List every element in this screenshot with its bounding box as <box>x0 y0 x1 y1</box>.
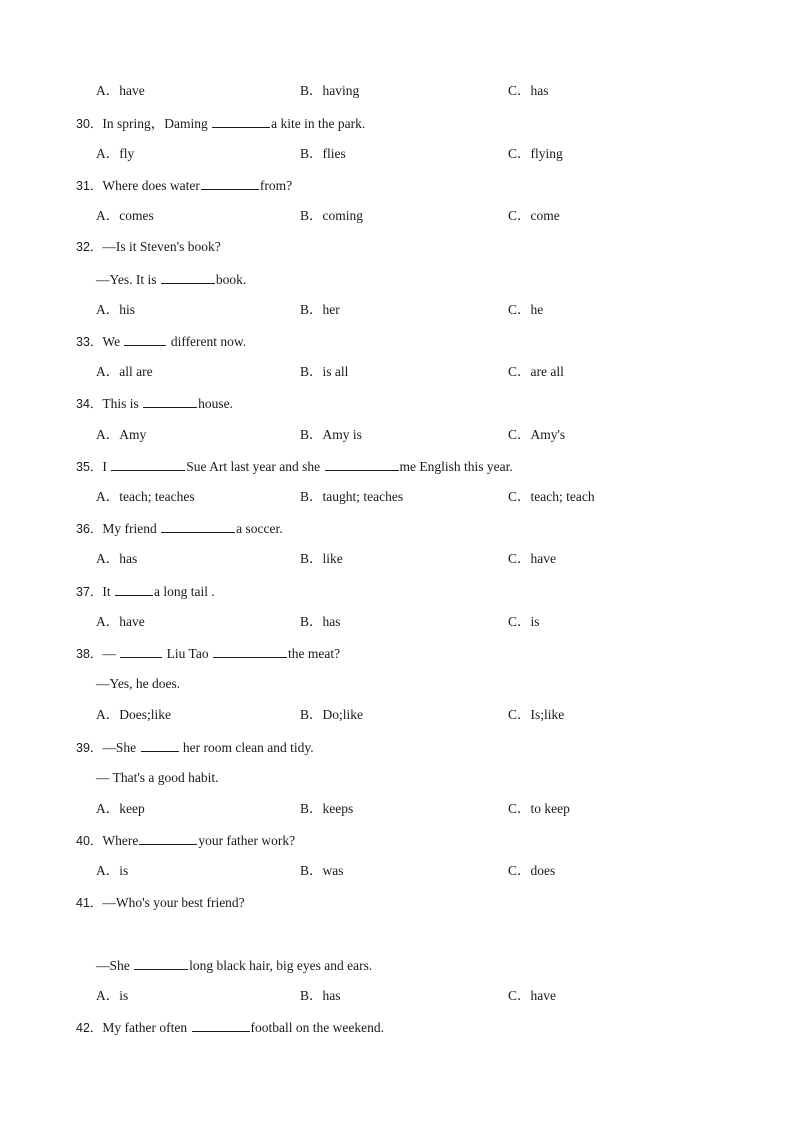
question-32 <box>76 238 221 256</box>
q31-option-c: C．come <box>508 208 560 223</box>
q34-option-c: C．Amy's <box>508 427 566 442</box>
question-number: 38． <box>76 647 103 661</box>
q32-option-c: C．he <box>508 302 544 317</box>
q40-option-a: A．is <box>96 863 129 878</box>
question-34 <box>76 394 233 413</box>
q33-option-c: C．are all <box>508 364 564 379</box>
answer-blank <box>120 644 162 658</box>
answer-blank <box>212 114 270 128</box>
answer-blank <box>139 831 197 845</box>
q29-option-c: C．has <box>508 83 549 98</box>
q33-option-b: B．is all <box>300 364 349 379</box>
question-number: 37． <box>76 585 103 599</box>
stem-part: Where does water <box>102 178 200 193</box>
stem-part: book. <box>215 272 247 287</box>
q41-option-c: C．have <box>508 988 556 1003</box>
question-36 <box>76 519 283 538</box>
stem-part: It <box>102 584 115 599</box>
question-39-reply <box>96 769 219 787</box>
question-41-reply <box>96 956 372 975</box>
q29-option-b: B．having <box>300 83 360 98</box>
answer-blank <box>192 1018 250 1032</box>
q31-option-a: A．comes <box>96 208 154 223</box>
q40-option-b: B．was <box>300 863 344 878</box>
q35-option-a: A．teach; teaches <box>96 489 195 504</box>
stem-part: a soccer. <box>236 521 283 536</box>
question-32-reply <box>96 270 246 289</box>
question-39 <box>76 738 314 757</box>
q38-option-c: C．Is;like <box>508 707 565 722</box>
q39-option-a: A．keep <box>96 801 145 816</box>
question-number: 32． <box>76 240 103 254</box>
q36-option-b: B．like <box>300 551 343 566</box>
answer-blank <box>141 738 179 752</box>
stem-part: In spring，Daming <box>102 116 212 131</box>
question-number: 33． <box>76 335 103 349</box>
q34-option-a: A．Amy <box>96 427 147 442</box>
question-number: 36． <box>76 522 103 536</box>
answer-blank <box>115 582 153 596</box>
answer-blank <box>161 270 215 284</box>
question-number: 30． <box>76 117 103 131</box>
answer-blank <box>111 457 185 471</box>
question-number: 40． <box>76 834 103 848</box>
q35-option-b: B．taught; teaches <box>300 489 404 504</box>
question-number: 41． <box>76 896 103 910</box>
q37-option-c: C．is <box>508 614 540 629</box>
stem-part: Sue Art last year and she <box>186 459 324 474</box>
q35-option-c: C．teach; teach <box>508 489 595 504</box>
stem-part: Where <box>102 833 139 848</box>
question-37 <box>76 582 215 601</box>
stem-part: —Is it Steven's book? <box>102 239 221 254</box>
q32-option-a: A．his <box>96 302 136 317</box>
answer-blank <box>124 332 166 346</box>
q37-option-a: A．have <box>96 614 145 629</box>
q32-option-b: B．her <box>300 302 340 317</box>
stem-part: My friend <box>102 521 161 536</box>
question-40 <box>76 831 295 850</box>
stem-part: the meat? <box>287 646 341 661</box>
q31-option-b: B．coming <box>300 208 363 223</box>
q38-option-a: A．Does;like <box>96 707 171 722</box>
stem-part: —Yes. It is <box>96 272 160 287</box>
q36-option-a: A．has <box>96 551 138 566</box>
stem-part: We <box>102 334 124 349</box>
stem-part: My father often <box>102 1020 191 1035</box>
answer-blank <box>161 519 235 533</box>
answer-blank <box>213 644 287 658</box>
stem-part: her room clean and tidy. <box>179 740 314 755</box>
stem-part: I <box>102 459 111 474</box>
question-35 <box>76 457 513 476</box>
stem-part: football on the weekend. <box>250 1020 384 1035</box>
question-number: 35． <box>76 460 103 474</box>
answer-blank <box>325 457 399 471</box>
q34-option-b: B．Amy is <box>300 427 362 442</box>
q39-option-b: B．keeps <box>300 801 354 816</box>
q30-option-c: C．flying <box>508 146 563 161</box>
stem-part: This is <box>102 396 143 411</box>
question-42 <box>76 1018 384 1037</box>
stem-part: — That's a good habit. <box>96 770 219 785</box>
stem-part: —Who's your best friend? <box>102 895 245 910</box>
question-number: 31． <box>76 179 103 193</box>
q38-option-b: B．Do;like <box>300 707 363 722</box>
stem-part: — <box>102 646 120 661</box>
stem-part: a kite in the park. <box>271 116 366 131</box>
question-38 <box>76 644 340 663</box>
stem-part: me English this year. <box>399 459 513 474</box>
question-33 <box>76 332 246 351</box>
stem-part: house. <box>198 396 234 411</box>
answer-blank <box>201 176 259 190</box>
q29-option-a: A．have <box>96 83 145 98</box>
stem-part: different now. <box>167 334 247 349</box>
stem-part: long black hair, big eyes and ears. <box>189 958 373 973</box>
stem-part: from? <box>259 178 293 193</box>
stem-part: a long tail . <box>154 584 215 599</box>
answer-blank <box>134 956 188 970</box>
q41-option-a: A．is <box>96 988 129 1003</box>
stem-part: —She <box>96 958 134 973</box>
q30-option-b: B．flies <box>300 146 346 161</box>
question-30 <box>76 114 365 133</box>
question-number: 39． <box>76 741 103 755</box>
stem-part: —She <box>102 740 140 755</box>
q36-option-c: C．have <box>508 551 556 566</box>
q37-option-b: B．has <box>300 614 341 629</box>
q39-option-c: C．to keep <box>508 801 570 816</box>
q33-option-a: A．all are <box>96 364 153 379</box>
q30-option-a: A．fly <box>96 146 135 161</box>
question-41 <box>76 894 245 912</box>
question-38-reply <box>96 675 180 693</box>
question-number: 34． <box>76 397 103 411</box>
stem-part: —Yes, he does. <box>96 676 181 691</box>
stem-part: your father work? <box>198 833 296 848</box>
q41-option-b: B．has <box>300 988 341 1003</box>
answer-blank <box>143 394 197 408</box>
stem-part: Liu Tao <box>163 646 212 661</box>
question-number: 42． <box>76 1021 103 1035</box>
q40-option-c: C．does <box>508 863 556 878</box>
question-31 <box>76 176 292 195</box>
